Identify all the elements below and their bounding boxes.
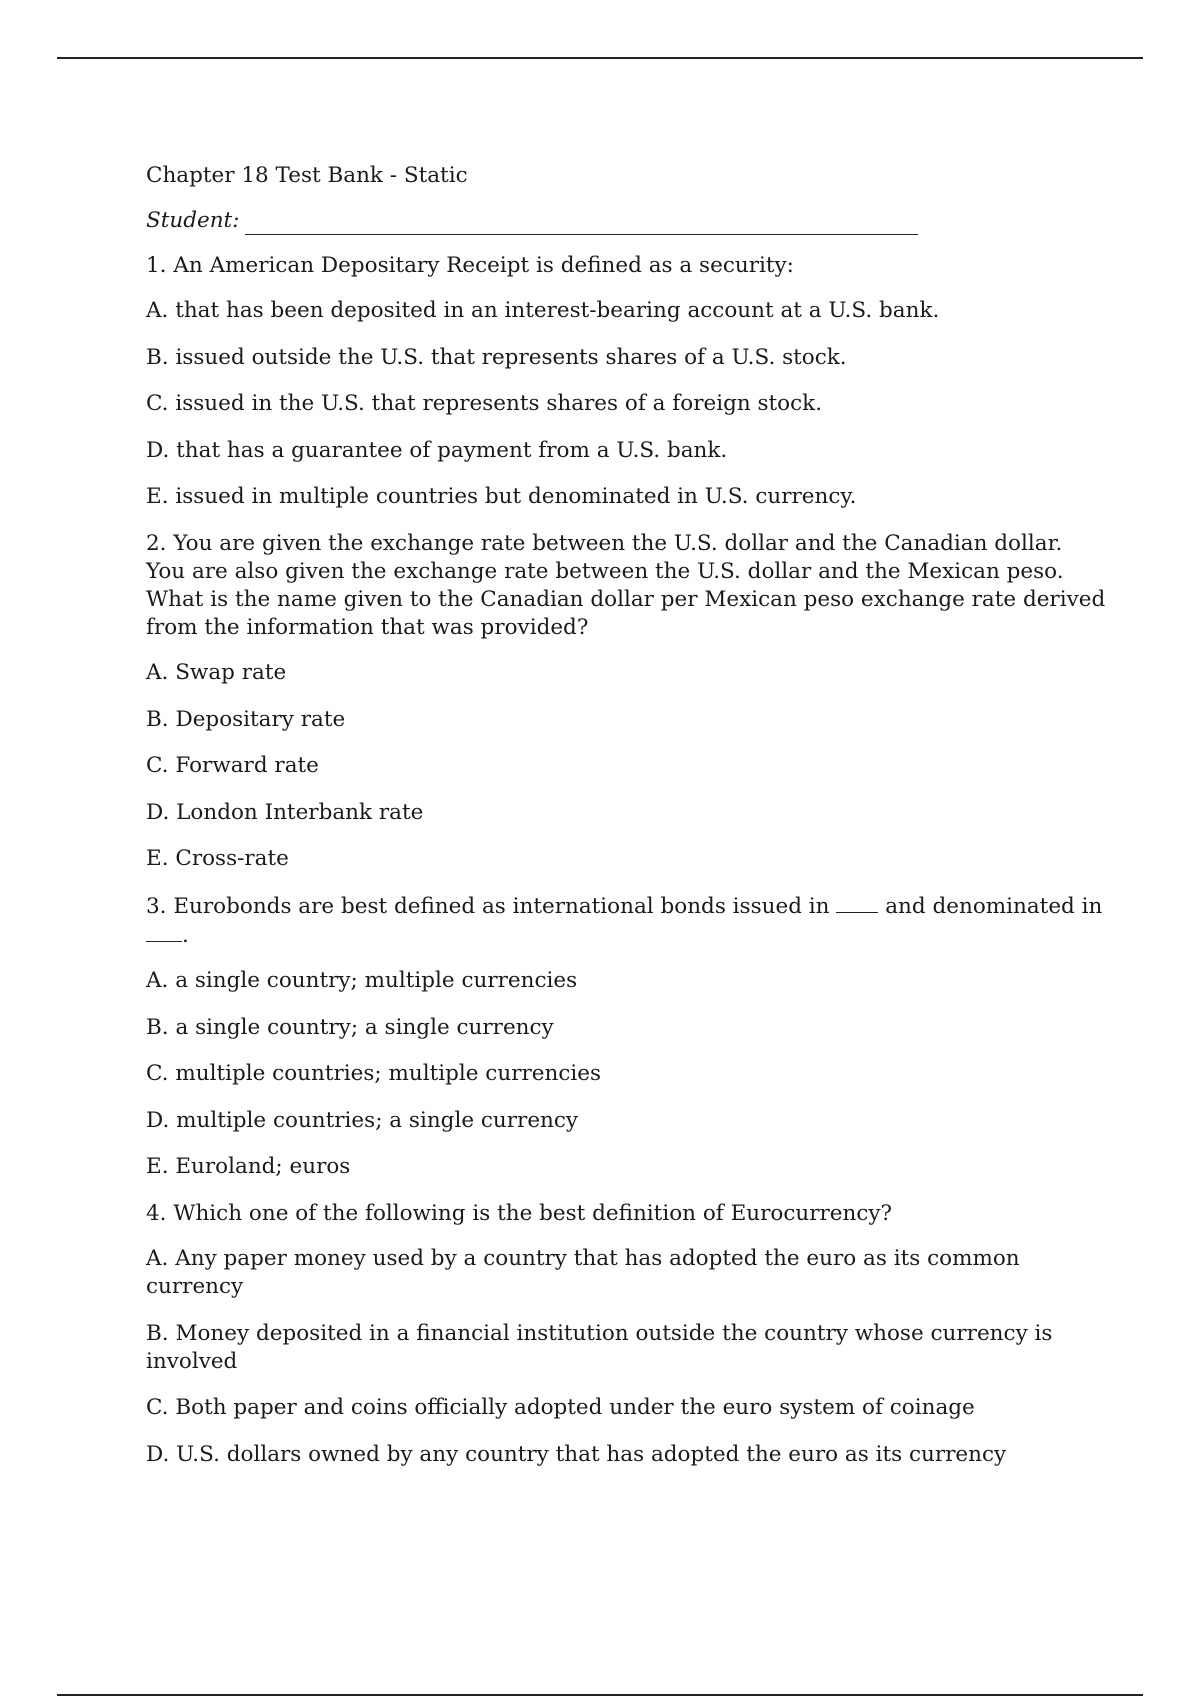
choice-2d: D. London Interbank rate	[146, 799, 424, 825]
choice-2e: E. Cross-rate	[146, 846, 289, 872]
top-rule	[57, 57, 1143, 59]
student-field	[146, 207, 1106, 235]
question-number: 2.	[146, 530, 167, 556]
student-name-blank[interactable]	[245, 212, 918, 235]
choice-3c: C. multiple countries; multiple currencies	[146, 1061, 601, 1087]
choice-3e: E. Euroland; euros	[146, 1154, 351, 1180]
choice-4d: D. U.S. dollars owned by any country that has adopted the euro as its currency	[146, 1441, 1007, 1467]
bottom-rule	[57, 1694, 1143, 1696]
choice-1b: B. issued outside the U.S. that represents shares of a U.S. stock.	[146, 344, 847, 370]
choice-1d: D. that has a guarantee of payment from a U.S. bank.	[146, 437, 728, 463]
question-text: An American Depositary Receipt is defined as a security:	[173, 253, 794, 278]
question-number: 4.	[146, 1200, 167, 1226]
choice-3a: A. a single country; multiple currencies	[146, 967, 578, 993]
fill-in-blank	[146, 921, 182, 942]
question-text-part2: and denominated in	[885, 893, 1103, 919]
question-text: You are given the exchange rate between the U.S. dollar and the Canadian dollar. You are also given the exchange rate between the U.S. dollar and the Mexican peso. What is the name given to the Canadian dollar per Mexican peso exchange rate derived from the information that was provided?	[146, 530, 1106, 640]
choice-3b: B. a single country; a single currency	[146, 1014, 554, 1040]
question-1	[146, 252, 1106, 280]
choice-1a: A. that has been deposited in an interest-bearing account at a U.S. bank.	[146, 298, 940, 323]
choice-2a: A. Swap rate	[146, 659, 287, 685]
choice-4b: B. Money deposited in a financial institution outside the country whose currency is involved	[146, 1320, 1053, 1374]
question-2	[146, 530, 1106, 642]
question-3	[146, 892, 1106, 950]
question-number: 3.	[146, 893, 167, 919]
choice-4a: A. Any paper money used by a country that has adopted the euro as its common currency	[146, 1245, 1020, 1299]
fill-in-blank	[836, 892, 878, 913]
question-text-part1: Eurobonds are best defined as international bonds issued in	[173, 893, 830, 919]
choice-4c: C. Both paper and coins officially adopted under the euro system of coinage	[146, 1395, 975, 1421]
document-title: Chapter 18 Test Bank - Static	[146, 163, 468, 188]
choice-2c: C. Forward rate	[146, 753, 319, 779]
question-text-part3: .	[182, 922, 189, 948]
document-body	[146, 162, 1106, 1487]
student-label: Student:	[146, 208, 240, 233]
question-text: Which one of the following is the best definition of Eurocurrency?	[173, 1200, 893, 1226]
choice-1c: C. issued in the U.S. that represents shares of a foreign stock.	[146, 391, 823, 417]
question-number: 1.	[146, 253, 167, 278]
choice-1e: E. issued in multiple countries but denominated in U.S. currency.	[146, 484, 857, 510]
choice-3d: D. multiple countries; a single currency	[146, 1107, 579, 1133]
choice-2b: B. Depositary rate	[146, 706, 346, 732]
question-4	[146, 1200, 1106, 1228]
